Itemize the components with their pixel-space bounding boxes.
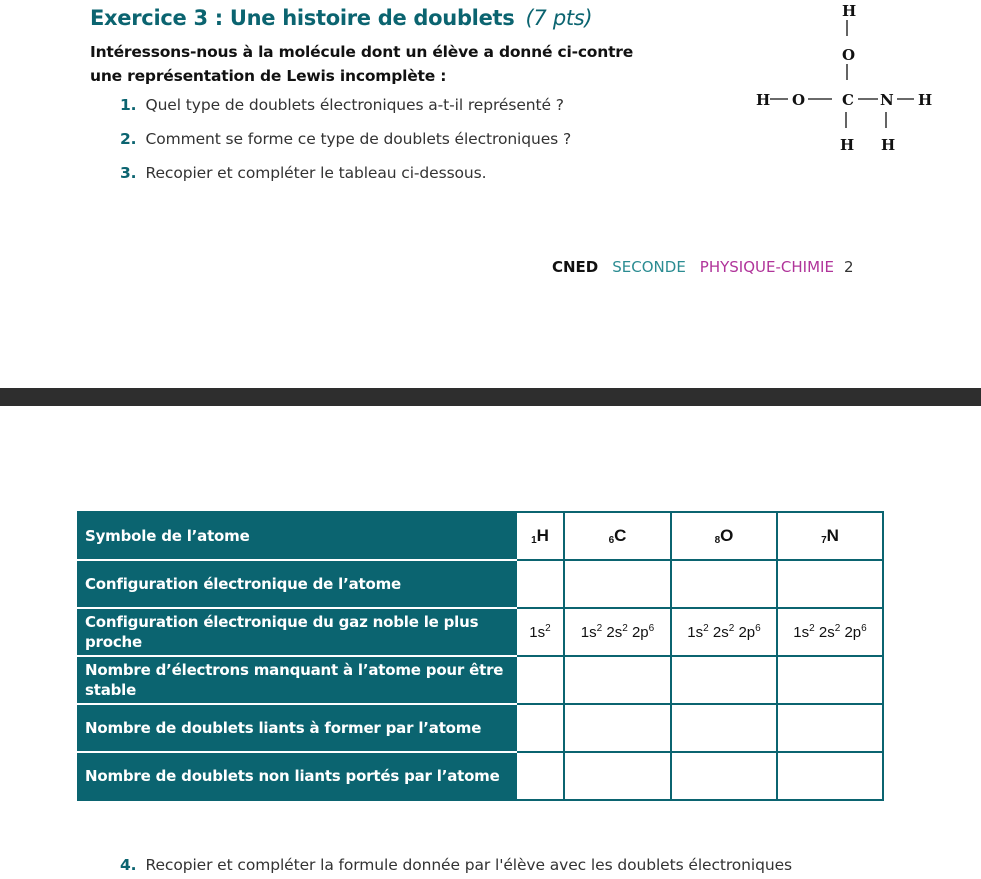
- orbital: 2p: [627, 624, 649, 641]
- noble-config-c: [564, 608, 671, 656]
- empty-cell[interactable]: [671, 560, 777, 608]
- row-header: Configuration électronique de l’atome: [78, 560, 516, 608]
- atom-h-bottom-c: H: [840, 136, 855, 154]
- orbital-electron-count: 6: [755, 623, 761, 634]
- orbital: 2s: [814, 624, 835, 641]
- question-3: [120, 164, 486, 182]
- question-text: Recopier et compléter la formule donnée par l'élève avec les doublets électroniques: [145, 856, 792, 874]
- atomic-number: 8: [714, 535, 721, 546]
- orbital: 1s: [529, 624, 546, 641]
- page-separator: [0, 388, 981, 406]
- empty-cell[interactable]: [564, 704, 671, 752]
- element-symbol: H: [536, 526, 549, 545]
- orbital-electron-count: 2: [834, 623, 841, 634]
- orbital-electron-count: 2: [545, 623, 551, 634]
- orbital-electron-count: 2: [728, 623, 735, 634]
- orbital: 2p: [840, 624, 862, 641]
- atom-h-top: H: [842, 2, 857, 20]
- element-symbol: N: [826, 526, 839, 545]
- empty-cell[interactable]: [516, 704, 564, 752]
- table-row-missing-electrons: [78, 656, 883, 704]
- question-1: [120, 96, 564, 114]
- row-header: Symbole de l’atome: [78, 512, 516, 560]
- orbital-electron-count: 6: [648, 623, 655, 634]
- atom-symbol-o: [671, 512, 777, 560]
- empty-cell[interactable]: [777, 752, 883, 800]
- element-symbol: C: [614, 526, 627, 545]
- table-row-config: [78, 560, 883, 608]
- empty-cell[interactable]: [777, 656, 883, 704]
- question-4: [120, 856, 792, 874]
- empty-cell[interactable]: [564, 560, 671, 608]
- orbital-electron-count: 2: [622, 623, 628, 634]
- question-number: 3.: [120, 164, 137, 182]
- table-row-lone-pairs: [78, 752, 883, 800]
- empty-cell[interactable]: [516, 656, 564, 704]
- page-footer: [552, 258, 853, 276]
- orbital: 1s: [687, 624, 704, 641]
- lewis-structure-diagram: [750, 0, 950, 160]
- atom-symbol-n: [777, 512, 883, 560]
- orbital: 1s: [580, 624, 597, 641]
- empty-cell[interactable]: [777, 560, 883, 608]
- atom-n: N: [880, 91, 894, 109]
- empty-cell[interactable]: [564, 752, 671, 800]
- table-row-symbol: [78, 512, 883, 560]
- footer-level: SECONDE: [612, 258, 686, 276]
- atomic-number: 6: [608, 535, 615, 546]
- footer-subject: PHYSIQUE-CHIMIE: [699, 258, 834, 276]
- footer-org: CNED: [552, 258, 599, 276]
- exercise-title: [90, 6, 592, 30]
- atom-h-right: H: [918, 91, 933, 109]
- empty-cell[interactable]: [564, 656, 671, 704]
- empty-cell[interactable]: [671, 656, 777, 704]
- atomic-number: 7: [821, 535, 827, 546]
- footer-page-number: 2: [843, 258, 854, 276]
- row-header: Nombre de doublets liants à former par l’atome: [78, 704, 516, 752]
- question-number: 4.: [120, 856, 137, 874]
- empty-cell[interactable]: [516, 752, 564, 800]
- empty-cell[interactable]: [671, 704, 777, 752]
- orbital: 2s: [708, 624, 729, 641]
- atom-h-bottom-n: H: [881, 136, 896, 154]
- row-header: Nombre d’électrons manquant à l’atome pour être stable: [78, 656, 516, 704]
- question-text: Comment se forme ce type de doublets électroniques ?: [145, 130, 572, 148]
- orbital: 2s: [602, 624, 623, 641]
- exercise-points: (7 pts): [525, 6, 593, 30]
- atom-o-top: O: [842, 46, 856, 64]
- noble-config-h: [516, 608, 564, 656]
- atomic-number: 1: [531, 535, 537, 546]
- row-header: Configuration électronique du gaz noble le plus proche: [78, 608, 516, 656]
- question-text: Recopier et compléter le tableau ci-dessous.: [145, 164, 487, 182]
- question-number: 2.: [120, 130, 137, 148]
- orbital-electron-count: 2: [703, 623, 709, 634]
- empty-cell[interactable]: [516, 560, 564, 608]
- row-header: Nombre de doublets non liants portés par l’atome: [78, 752, 516, 800]
- table-row-noble-config: [78, 608, 883, 656]
- atom-symbol-h: [516, 512, 564, 560]
- orbital-electron-count: 2: [809, 623, 815, 634]
- question-number: 1.: [120, 96, 137, 114]
- element-symbol: O: [720, 526, 734, 545]
- atom-c: C: [842, 91, 854, 109]
- atom-symbol-c: [564, 512, 671, 560]
- empty-cell[interactable]: [777, 704, 883, 752]
- question-text: Quel type de doublets électroniques a-t-il représenté ?: [145, 96, 564, 114]
- exercise-intro: Intéressons-nous à la molécule dont un élève a donné ci-contre une représentation de Lewis incomplète :: [90, 43, 634, 85]
- orbital-electron-count: 6: [861, 623, 867, 634]
- orbital-electron-count: 2: [596, 623, 603, 634]
- atom-o-left: O: [792, 91, 806, 109]
- exercise-title-text: Exercice 3 : Une histoire de doublets: [90, 6, 515, 30]
- table-row-bonding-pairs: [78, 704, 883, 752]
- empty-cell[interactable]: [671, 752, 777, 800]
- atom-properties-table: [77, 511, 884, 801]
- atom-h-left: H: [756, 91, 771, 109]
- orbital: 2p: [734, 624, 756, 641]
- noble-config-o: [671, 608, 777, 656]
- orbital: 1s: [793, 624, 810, 641]
- noble-config-n: [777, 608, 883, 656]
- question-2: [120, 130, 571, 148]
